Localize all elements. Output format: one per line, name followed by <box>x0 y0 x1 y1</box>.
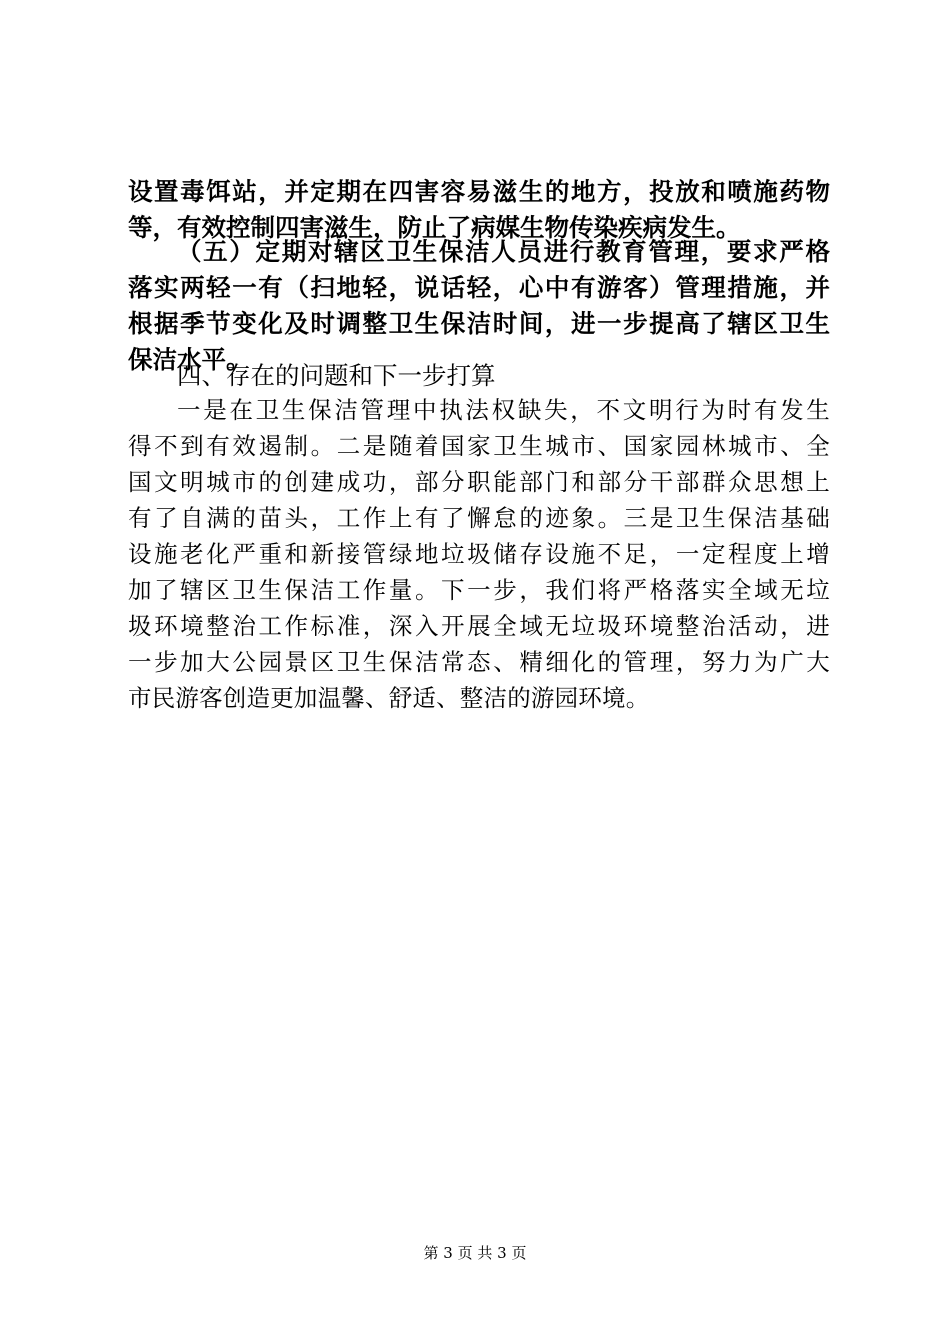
section-heading: 四、存在的问题和下一步打算 <box>177 361 496 390</box>
paragraph-line: 得不到有效遏制。二是随着国家卫生城市、国家园林城市、全 <box>128 432 830 460</box>
paragraph-problems-and-plans <box>128 392 830 716</box>
paragraph-line: 圾环境整治工作标准，深入开展全域无垃圾环境整治活动，进 <box>128 612 830 640</box>
paragraph-line: 落实两轻一有（扫地轻，说话轻，心中有游客）管理措施，并 <box>128 273 830 302</box>
paragraph-line: 市民游客创造更加温馨、舒适、整洁的游园环境。 <box>128 684 650 712</box>
paragraph-line: 加了辖区卫生保洁工作量。下一步，我们将严格落实全域无垃 <box>128 576 830 604</box>
paragraph-line: 根据季节变化及时调整卫生保洁时间，进一步提高了辖区卫生 <box>128 309 830 338</box>
paragraph-line: 保洁水平。 <box>128 345 251 374</box>
paragraph-line: 国文明城市的创建成功，部分职能部门和部分干部群众思想上 <box>128 468 830 496</box>
paragraph-line: （五）定期对辖区卫生保洁人员进行教育管理，要求严格 <box>177 237 830 266</box>
paragraph-line: 有了自满的苗头，工作上有了懈怠的迹象。三是卫生保洁基础 <box>128 504 830 532</box>
paragraph-line: 等，有效控制四害滋生，防止了病媒生物传染疾病发生。 <box>128 213 741 242</box>
paragraph-line: 一是在卫生保洁管理中执法权缺失，不文明行为时有发生 <box>177 396 830 424</box>
paragraph-line: 设施老化严重和新接管绿地垃圾储存设施不足，一定程度上增 <box>128 540 830 568</box>
paragraph-line: 设置毒饵站，并定期在四害容易滋生的地方，投放和喷施药物 <box>128 177 830 206</box>
paragraph-cleaner-management <box>128 234 830 378</box>
page-number-footer: 第 3 页 共 3 页 <box>423 1244 527 1262</box>
paragraph-line: 一步加大公园景区卫生保洁常态、精细化的管理，努力为广大 <box>128 648 830 676</box>
